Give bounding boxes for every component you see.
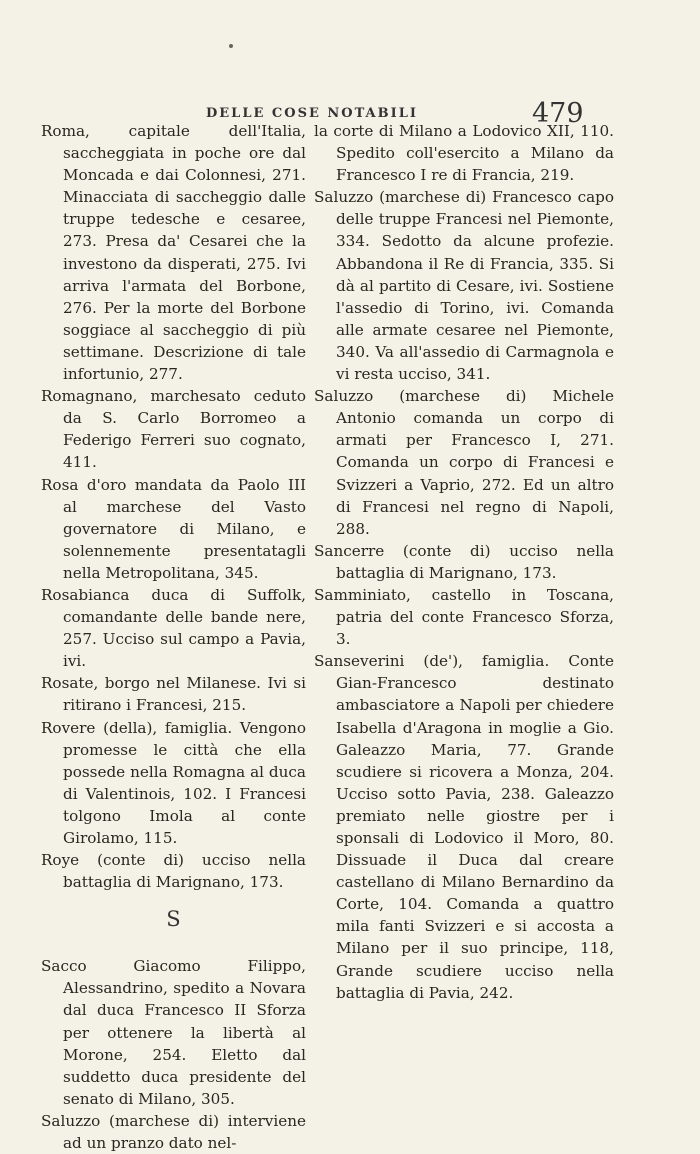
index-entry: Roma, capitale dell'Italia, saccheggiata in poche ore dal Moncada e dai Colonnesi, 271. Minacciata di saccheggio dalle truppe tedesche e cesaree, 273. Presa da' Cesarei che la investono da disperati, 275. Ivi arriva l'armata del Borbone, 276. Per la morte del Borbone soggiace al saccheggio di più settimane. Descrizione di tale infortunio, 277. [41,122,306,384]
index-entry: Rovere (della), famiglia. Vengono promesse le città che ella possede nella Romagna al duca di Valentinois, 102. I Francesi tolgono Imola al conte Girolamo, 115. [41,718,306,847]
index-entry: Rosa d'oro mandata da Paolo III al marchese del Vasto governatore di Milano, e solennemente presentatagli nella Metropolitana, 345. [41,475,306,582]
index-entry: Samminiato, castello in Toscana, patria del conte Francesco Sforza, 3. [314,585,614,649]
index-entry: Saluzzo (marchese di) Francesco capo delle truppe Francesi nel Piemonte, 334. Sedotto da alcune profezie. Abbandona il Re di Francia, 335. Si dà al partito di Cesare, ivi. Sostiene l'assedio di Torino, ivi. Comanda alle armate cesaree nel Piemonte, 340. Va all'assedio di Carmagnola e vi resta ucciso, 341. [314,188,614,384]
index-entry: Saluzzo (marchese di) interviene ad un pranzo dato nel- [41,1111,306,1153]
running-title: DELLE COSE NOTABILI [206,106,418,121]
index-entry: Sanseverini (de'), famiglia. Conte Gian-Francesco destinato ambasciatore a Napoli per chiedere Isabella d'Aragona in moglie a Gio. Galeazzo Maria, 77. Grande scudiere si ricovera a Monza, 204. Ucciso sotto Pavia, 238. Galeazzo premiato nelle giostre per i sponsali di Lodovico il Moro, 80. Dissuade il Duca dal creare castellano di Milano Bernardino da Corte, 104. Comanda a quattro mila fanti Svizzeri e si accosta a Milano per il suo principe, 118, Grande scudiere ucciso nella battaglia di Pavia, 242. [314,652,614,1002]
index-entry: la corte di Milano a Lodovico XII, 110. Spedito coll'esercito a Milano da Francesco I re di Francia, 219. [314,122,614,185]
index-entry: Rosate, borgo nel Milanese. Ivi si ritirano i Francesi, 215. [41,674,306,715]
index-entry: Sacco Giacomo Filippo, Alessandrino, spedito a Novara dal duca Francesco II Sforza per ottenere la libertà al Morone, 254. Eletto dal suddetto duca presidente del senato di Milano, 305. [41,957,306,1108]
index-entry: Romagnano, marchesato ceduto da S. Carlo Borromeo a Federigo Ferreri suo cognato, 411. [41,387,306,472]
page-number: 479 [532,98,584,129]
ink-speck [229,44,233,48]
section-letter: S [166,907,181,932]
index-column-right [314,120,614,1004]
index-entry: Roye (conte di) ucciso nella battaglia di Marignano, 173. [41,851,306,892]
index-entry: Saluzzo (marchese di) Michele Antonio comanda un corpo di armati per Francesco I, 271. Comanda un corpo di Francesi e Svizzeri a Vaprio, 272. Ed un altro di Francesi nel regno di Napoli, 288. [314,387,614,538]
index-entry: Sancerre (conte di) ucciso nella battaglia di Marignano, 173. [314,541,614,582]
index-entry: Rosabianca duca di Suffolk, comandante delle bande nere, 257. Ucciso sul campo a Pavia, ivi. [41,585,306,671]
index-column-left [41,120,306,1154]
